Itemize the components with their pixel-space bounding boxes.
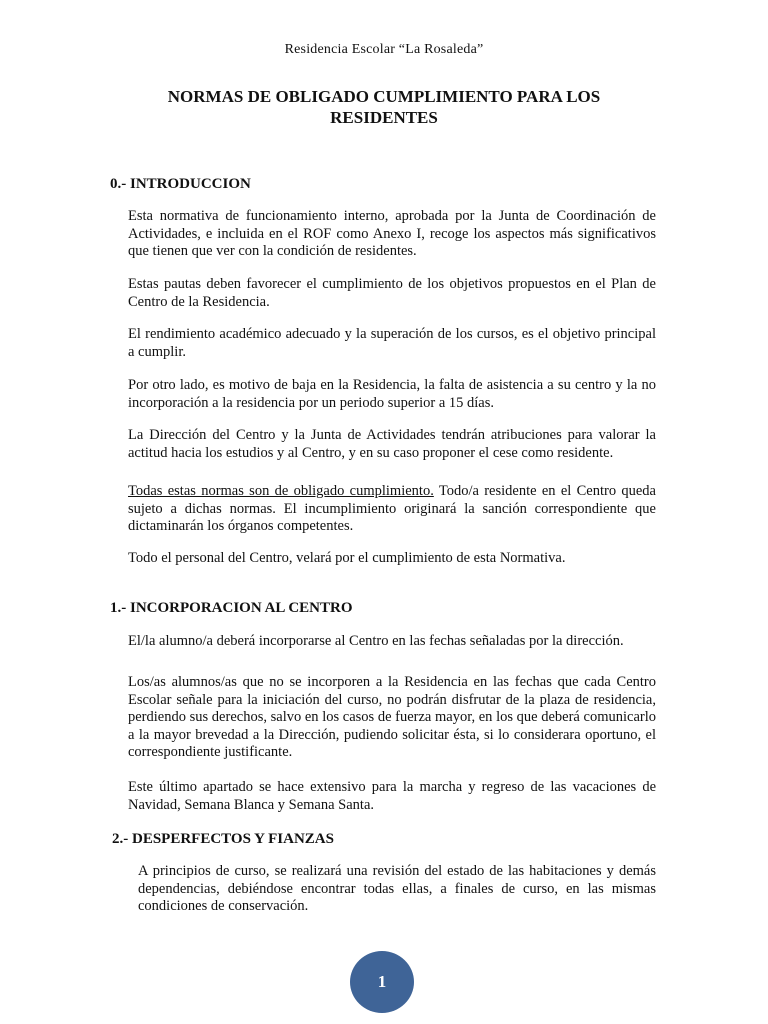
- section-heading-introduccion: 0.- INTRODUCCION: [110, 176, 251, 192]
- paragraph: Todo el personal del Centro, velará por el cumplimiento de esta Normativa.: [128, 550, 566, 566]
- paragraph: El rendimiento académico adecuado y la superación de los cursos, es el objetivo principal a cumplir.: [128, 326, 656, 360]
- section-heading-desperfectos: 2.- DESPERFECTOS Y FIANZAS: [112, 831, 334, 847]
- paragraph: La Dirección del Centro y la Junta de Actividades tendrán atribuciones para valorar la actitud hacia los estudios y al Centro, y en su caso proponer el cese como residente.: [128, 427, 656, 461]
- paragraph: Los/as alumnos/as que no se incorporen a la Residencia en las fechas que cada Centro Escolar señale para la iniciación del curso, no podrán disfrutar de la plaza de residencia, perdiendo sus derechos, salvo en los casos de fuerza mayor, en los que deberá comunicarlo a la mayor brevedad a la Dirección, pudiendo solicitar ésta, si lo considerara oportuno, el correspondiente justificante.: [128, 674, 656, 760]
- paragraph: El/la alumno/a deberá incorporarse al Centro en las fechas señaladas por la dirección.: [128, 633, 624, 649]
- paragraph: A principios de curso, se realizará una revisión del estado de las habitaciones y demás dependencias, debiéndose encontrar todas ellas, a finales de curso, en las mismas condiciones de conservación.: [138, 863, 656, 914]
- page-number-badge: 1: [350, 951, 414, 1013]
- paragraph: Esta normativa de funcionamiento interno, aprobada por la Junta de Coordinación de Actividades, e incluida en el ROF como Anexo I, recoge los aspectos más significativos que tienen que ver con la condición de residentes.: [128, 208, 656, 259]
- paragraph-obligado: [128, 483, 656, 536]
- paragraph: Por otro lado, es motivo de baja en la Residencia, la falta de asistencia a su centro y la no incorporación a la residencia por un periodo superior a 15 días.: [128, 377, 656, 411]
- paragraph: Este último apartado se hace extensivo para la marcha y regreso de las vacaciones de Navidad, Semana Blanca y Semana Santa.: [128, 779, 656, 813]
- paragraph-text: Todo/a residente en el Centro queda sujeto a dichas normas. El incumplimiento originará la sanción correspondiente que dictaminarán los órganos competentes.: [128, 483, 656, 534]
- document-title: NORMAS DE OBLIGADO CUMPLIMIENTO PARA LOS RESIDENTES: [167, 87, 601, 127]
- running-header: Residencia Escolar “La Rosaleda”: [284, 42, 484, 57]
- section-heading-incorporacion: 1.- INCORPORACION AL CENTRO: [110, 600, 353, 616]
- underlined-emphasis: Todas estas normas son de obligado cumplimiento.: [128, 483, 434, 499]
- paragraph: Estas pautas deben favorecer el cumplimiento de los objetivos propuestos en el Plan de Centro de la Residencia.: [128, 276, 656, 310]
